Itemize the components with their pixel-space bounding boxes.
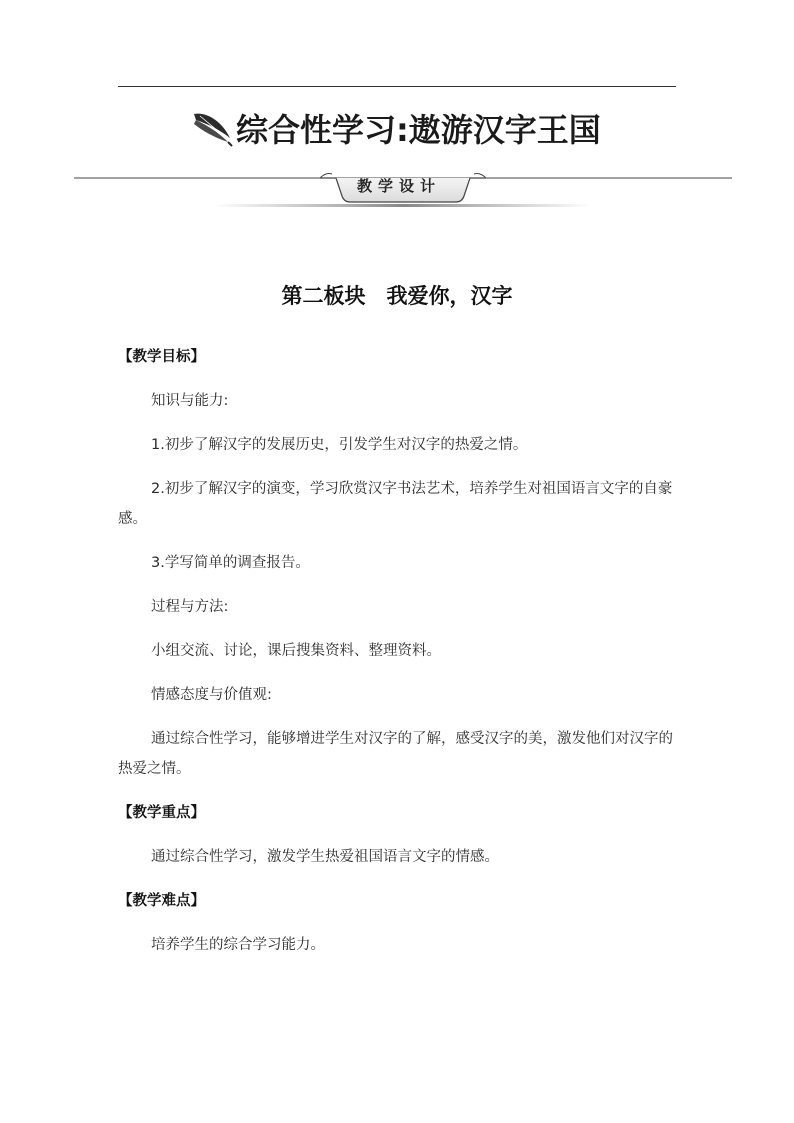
top-rule <box>118 86 676 87</box>
key-points-heading: 【教学重点】 <box>118 805 205 821</box>
paragraph: 过程与方法: <box>151 599 229 615</box>
paragraph: 通过综合性学习，能够增进学生对汉字的了解，感受汉字的美，激发他们对汉字的热爱之情。 <box>118 731 673 777</box>
paragraph: 通过综合性学习，激发学生热爱祖国语言文字的情感。 <box>151 849 499 865</box>
paragraph: 2.初步了解汉字的演变，学习欣赏汉字书法艺术，培养学生对祖国语言文字的自豪感。 <box>118 481 673 527</box>
paragraph: 3.学写简单的调查报告。 <box>151 555 310 571</box>
paragraph: 1.初步了解汉字的发展历史，引发学生对汉字的热爱之情。 <box>151 437 528 453</box>
section-title: 第二板块 我爱你，汉字 <box>281 284 513 308</box>
lesson-content <box>118 342 680 974</box>
paragraph: 培养学生的综合学习能力。 <box>151 937 325 953</box>
goals-heading: 【教学目标】 <box>118 349 205 365</box>
banner-label: 教学设计 <box>356 177 441 195</box>
page-title: 综合性学习:遨游汉字王国 <box>236 111 601 149</box>
paragraph: 情感态度与价值观: <box>151 687 272 703</box>
paragraph: 小组交流、讨论，课后搜集资料、整理资料。 <box>151 643 441 659</box>
quill-icon <box>190 108 234 148</box>
title-block <box>190 104 601 152</box>
paragraph: 知识与能力: <box>151 393 229 409</box>
difficulty-heading: 【教学难点】 <box>118 893 205 909</box>
